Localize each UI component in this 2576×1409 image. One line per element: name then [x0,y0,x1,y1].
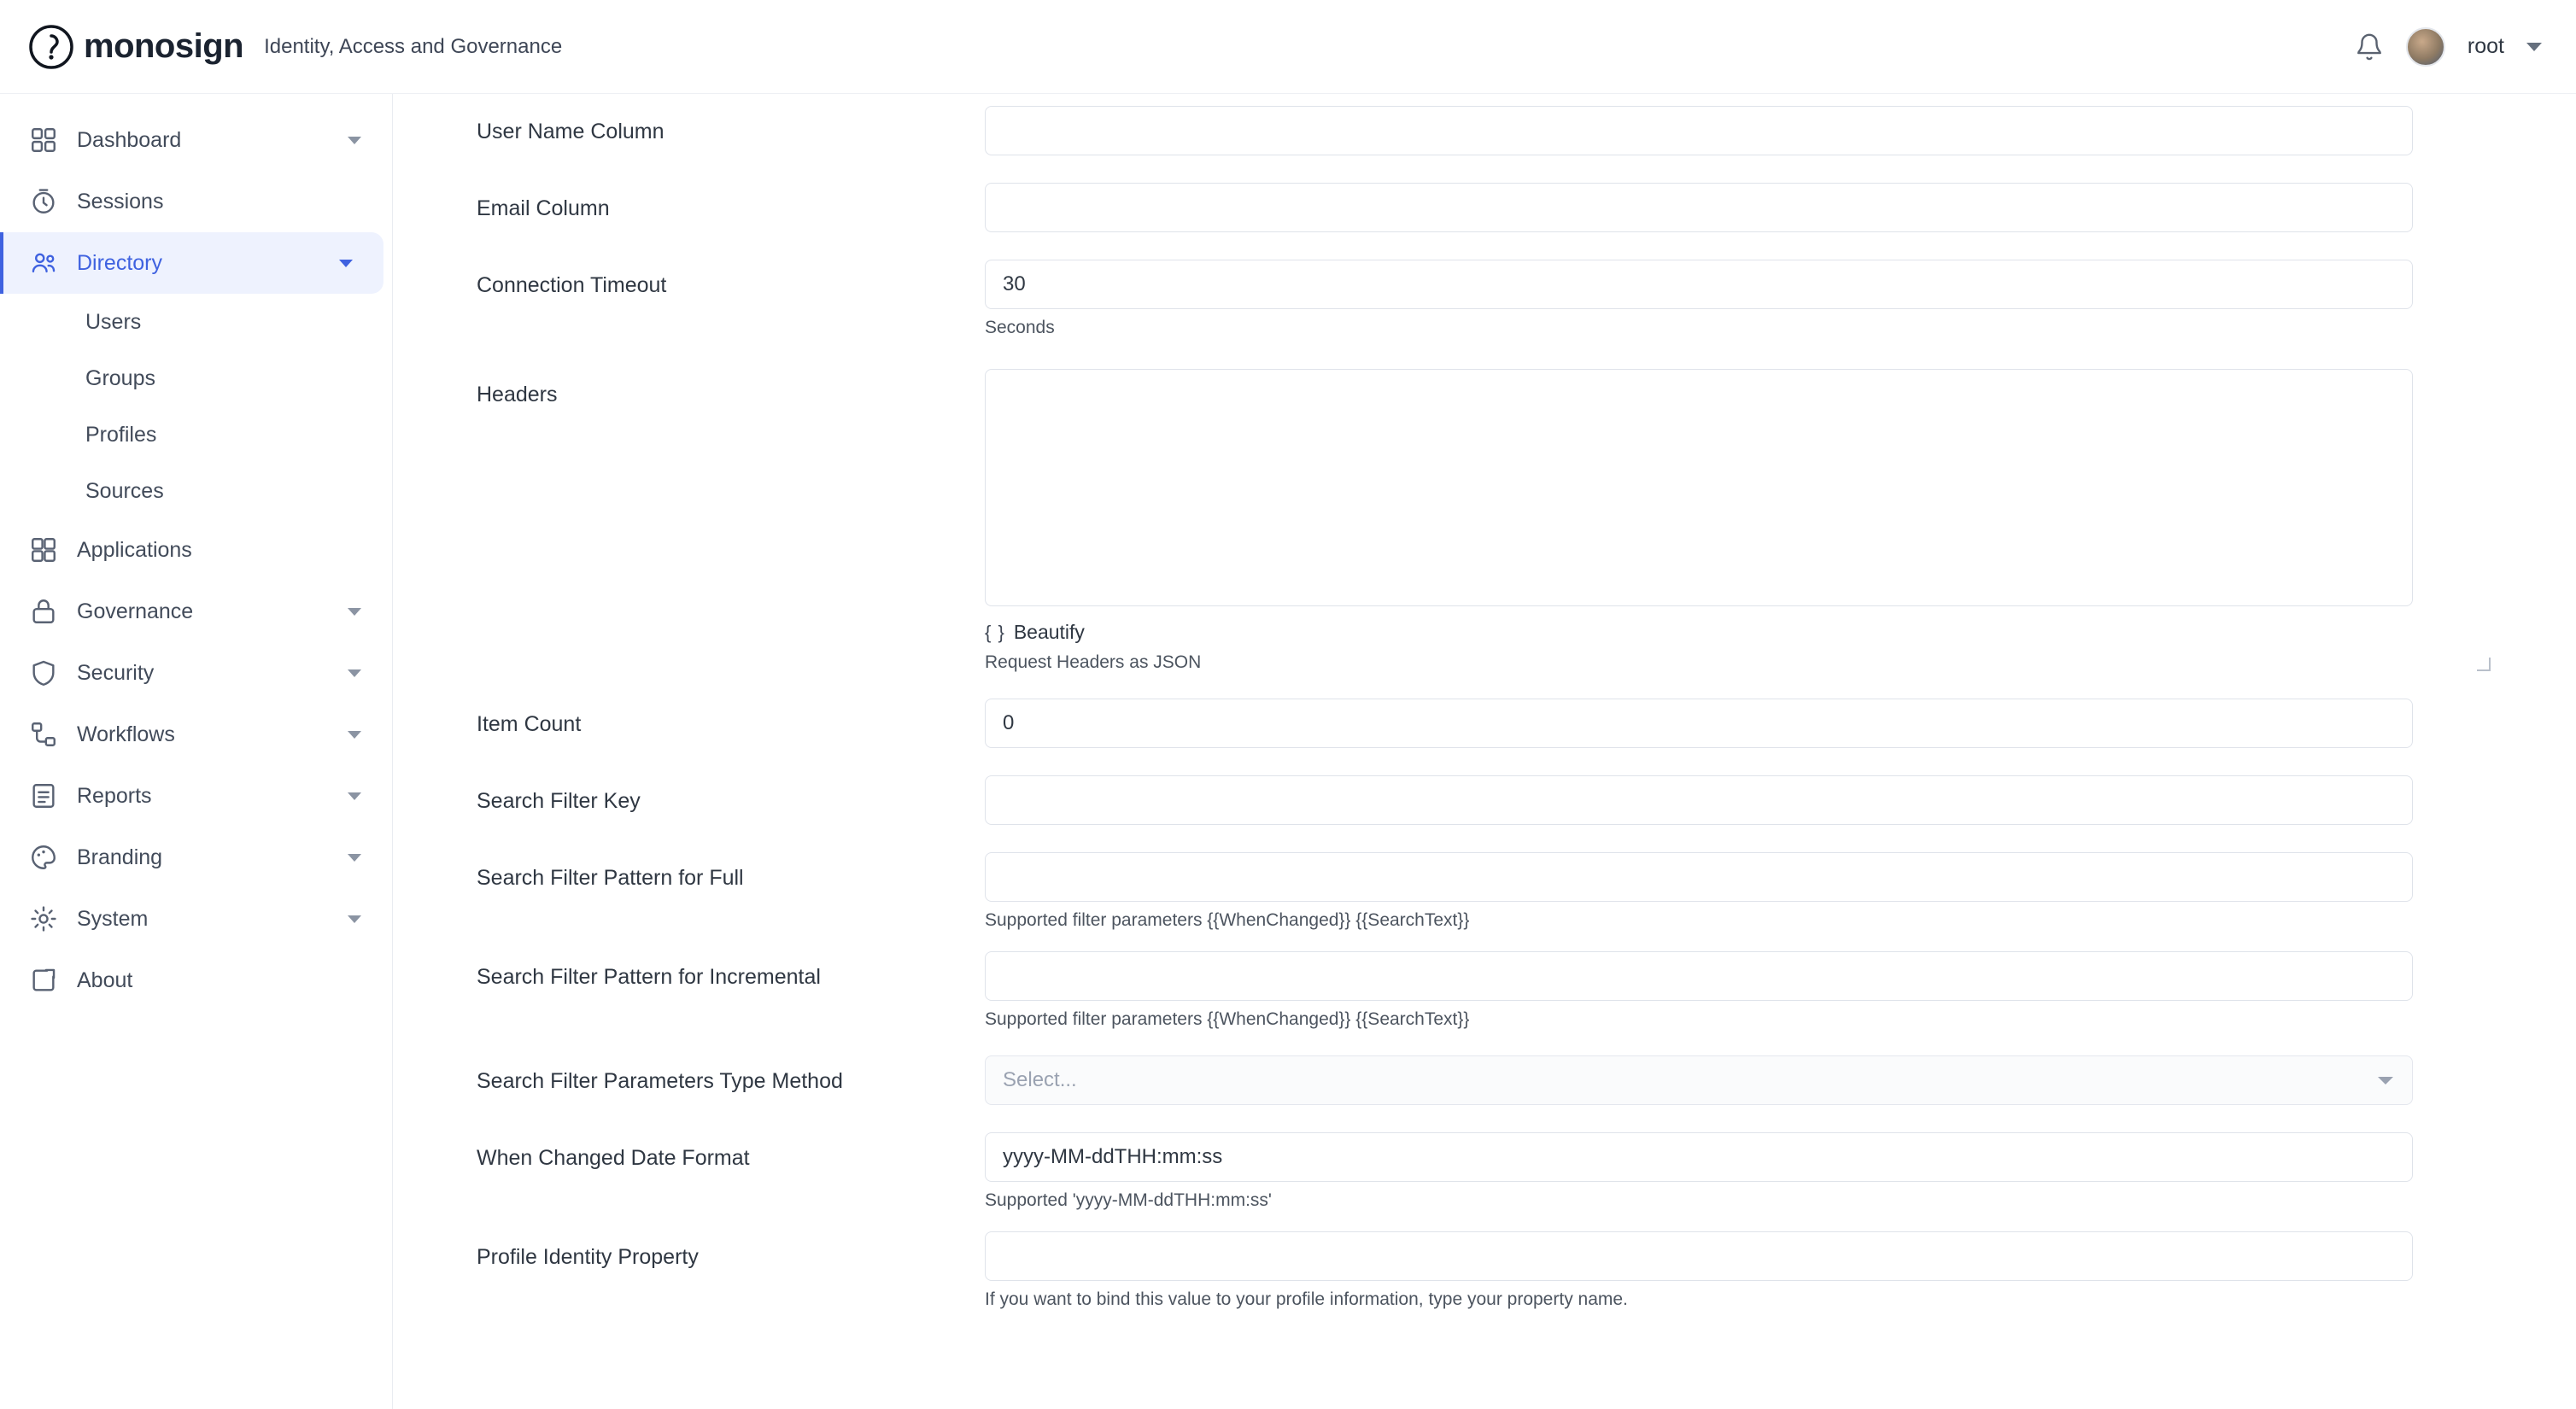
sidebar-sublabel: Groups [85,365,155,390]
sidebar-label: Governance [77,599,194,623]
field-label: Search Filter Pattern for Incremental [477,965,821,989]
chevron-down-icon[interactable] [348,915,361,923]
field-row-search-filter-pattern-full [393,852,2576,931]
chevron-down-icon [2378,1077,2393,1085]
username-label: root [2467,34,2504,58]
sidebar-item-applications[interactable] [0,519,392,581]
chevron-down-icon[interactable] [348,792,361,800]
beautify-button[interactable] [985,621,1085,644]
field-label: When Changed Date Format [477,1146,750,1170]
field-label: Headers [477,383,558,406]
chevron-down-icon[interactable] [339,260,353,267]
brand-name: monosign [84,27,244,65]
connection-timeout-input[interactable] [985,260,2413,309]
chevron-down-icon[interactable] [348,731,361,739]
braces-icon: { } [985,621,1005,643]
field-row-when-changed-date-format [393,1132,2576,1211]
headers-textarea[interactable] [985,369,2413,606]
gear-icon [29,904,58,933]
sidebar-item-branding[interactable] [0,827,392,888]
field-label: Search Filter Pattern for Full [477,866,744,890]
field-row-search-filter-parameters-type-method [393,1055,2576,1105]
sidebar-item-directory[interactable] [0,232,383,294]
sidebar-label: Workflows [77,722,175,746]
sidebar-sublabel: Sources [85,478,164,503]
lock-icon [29,597,58,626]
field-label: Item Count [477,712,582,736]
field-row-profile-identity-property [393,1231,2576,1310]
search-filter-pattern-incremental-input[interactable] [985,951,2413,1001]
field-label: Profile Identity Property [477,1245,699,1269]
sidebar-item-system[interactable] [0,888,392,950]
sidebar-label: About [77,968,133,992]
sidebar-sublabel: Users [85,309,142,334]
apps-icon [29,535,58,564]
field-label: Search Filter Parameters Type Method [477,1069,843,1093]
field-row-search-filter-pattern-incremental [393,951,2576,1030]
sidebar-item-sessions[interactable] [0,171,392,232]
avatar[interactable] [2406,27,2445,67]
sidebar-item-workflows[interactable] [0,704,392,765]
sidebar-label: System [77,906,149,931]
sidebar-item-reports[interactable] [0,765,392,827]
field-row-item-count [393,699,2576,748]
beautify-label: Beautify [1013,621,1085,643]
field-row-connection-timeout [393,260,2576,338]
clock-icon [29,187,58,216]
search-filter-key-input[interactable] [985,775,2413,825]
field-hint: Request Headers as JSON [985,652,1202,672]
user-name-column-input[interactable] [985,106,2413,155]
field-row-user-name-column [393,106,2576,155]
sidebar-item-profiles[interactable] [0,406,392,463]
field-hint: Seconds [985,318,1055,337]
sidebar-item-governance[interactable] [0,581,392,642]
monosign-logo-icon [29,25,73,69]
sidebar-label: Dashboard [77,127,182,152]
field-label: User Name Column [477,120,664,143]
search-filter-pattern-full-input[interactable] [985,852,2413,902]
sidebar-label: Reports [77,783,152,808]
palette-icon [29,843,58,872]
field-label: Connection Timeout [477,273,667,297]
chevron-down-icon[interactable] [348,854,361,862]
sidebar [0,94,393,1409]
field-label: Search Filter Key [477,789,641,813]
email-column-input[interactable] [985,183,2413,232]
sidebar-item-sources[interactable] [0,463,392,519]
sidebar-label: Sessions [77,189,164,213]
sidebar-label: Directory [77,250,163,275]
field-label: Email Column [477,196,610,220]
top-bar [0,0,2576,94]
info-icon [29,966,58,995]
flow-icon [29,720,58,749]
field-hint: Supported filter parameters {{WhenChanged}} {{SearchText}} [985,1009,1470,1029]
sidebar-item-security[interactable] [0,642,392,704]
sidebar-label: Applications [77,537,192,562]
sidebar-label: Security [77,660,155,685]
textarea-resize-handle[interactable] [2477,658,2491,671]
chevron-down-icon[interactable] [348,608,361,616]
profile-identity-property-input[interactable] [985,1231,2413,1281]
field-hint: Supported filter parameters {{WhenChanged}} {{SearchText}} [985,910,1470,930]
people-icon [29,248,58,278]
shield-icon [29,658,58,687]
report-icon [29,781,58,810]
sidebar-sublabel: Profiles [85,422,157,447]
chevron-down-icon[interactable] [348,669,361,677]
sidebar-item-groups[interactable] [0,350,392,406]
bell-icon[interactable] [2355,32,2384,61]
sidebar-label: Branding [77,845,163,869]
settings-form [393,94,2576,1409]
field-hint: Supported 'yyyy-MM-ddTHH:mm:ss' [985,1190,1272,1210]
brand[interactable] [0,25,243,69]
field-row-search-filter-key [393,775,2576,825]
chevron-down-icon[interactable] [2526,43,2542,51]
grid-icon [29,126,58,155]
field-hint: If you want to bind this value to your profile information, type your property name. [985,1289,1628,1309]
item-count-input[interactable] [985,699,2413,748]
field-row-headers [393,369,2576,673]
sidebar-item-dashboard[interactable] [0,109,392,171]
chevron-down-icon[interactable] [348,137,361,144]
sidebar-item-users[interactable] [0,294,392,350]
select-value: Select... [1003,1068,1077,1091]
brand-tagline: Identity, Access and Governance [264,34,563,58]
field-row-email-column [393,183,2576,232]
sidebar-item-about[interactable] [0,950,392,1011]
search-filter-parameters-type-method-select[interactable] [985,1055,2413,1105]
when-changed-date-format-input[interactable] [985,1132,2413,1182]
